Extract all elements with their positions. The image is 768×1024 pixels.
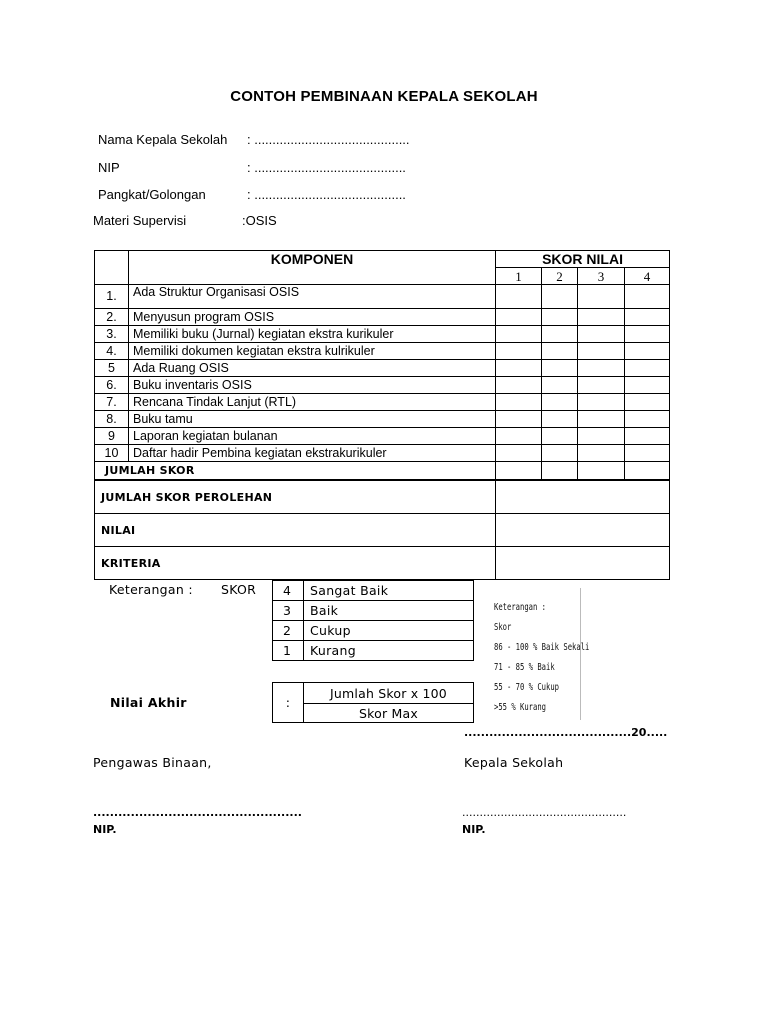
score-cell[interactable] bbox=[542, 411, 578, 428]
jumlah-skor-row bbox=[95, 462, 670, 480]
row-number: 8. bbox=[95, 411, 129, 428]
table-header-row bbox=[95, 251, 670, 268]
score-cell[interactable] bbox=[625, 411, 670, 428]
score-cell[interactable] bbox=[542, 309, 578, 326]
row-number: 5 bbox=[95, 360, 129, 377]
row-text: Ada Ruang OSIS bbox=[129, 360, 496, 377]
nilai-akhir-label: Nilai Akhir bbox=[110, 695, 187, 710]
skor-col-1: 1 bbox=[496, 268, 542, 285]
score-cell[interactable] bbox=[625, 445, 670, 462]
legend-row bbox=[273, 621, 474, 641]
score-cell[interactable] bbox=[625, 309, 670, 326]
score-cell[interactable] bbox=[496, 360, 542, 377]
row-number: 4. bbox=[95, 343, 129, 360]
score-cell[interactable] bbox=[625, 462, 670, 480]
no-header-cell bbox=[95, 251, 129, 285]
score-cell[interactable] bbox=[578, 428, 625, 445]
score-cell[interactable] bbox=[542, 377, 578, 394]
keterangan-label: Keterangan : bbox=[109, 582, 193, 597]
kriteria-value[interactable] bbox=[496, 547, 670, 580]
score-cell[interactable] bbox=[625, 326, 670, 343]
score-cell[interactable] bbox=[542, 360, 578, 377]
note-line: Skor bbox=[494, 622, 512, 633]
row-number: 10 bbox=[95, 445, 129, 462]
score-cell[interactable] bbox=[625, 377, 670, 394]
date-line: ........................................20..... bbox=[464, 726, 668, 739]
row-text: Daftar hadir Pembina kegiatan ekstrakurikuler bbox=[129, 445, 496, 462]
note-line: 86 - 100 % Baik Sekali bbox=[494, 642, 590, 653]
nilai-value[interactable] bbox=[496, 514, 670, 547]
summary-row bbox=[95, 481, 670, 514]
score-cell[interactable] bbox=[496, 285, 542, 309]
legend-row bbox=[273, 581, 474, 601]
legend-name: Sangat Baik bbox=[304, 581, 474, 601]
score-cell[interactable] bbox=[578, 360, 625, 377]
legend-score: 1 bbox=[273, 641, 304, 661]
legend-name: Baik bbox=[304, 601, 474, 621]
score-cell[interactable] bbox=[496, 428, 542, 445]
row-text: Buku inventaris OSIS bbox=[129, 377, 496, 394]
score-cell[interactable] bbox=[578, 394, 625, 411]
score-cell[interactable] bbox=[542, 343, 578, 360]
kepala-nip: NIP. bbox=[462, 823, 486, 836]
nilai-akhir-formula bbox=[272, 682, 474, 723]
table-row bbox=[95, 343, 670, 360]
komponen-table bbox=[94, 250, 670, 480]
score-cell[interactable] bbox=[625, 428, 670, 445]
score-cell[interactable] bbox=[625, 285, 670, 309]
pengawas-signature-line: .................................................. bbox=[93, 806, 302, 819]
score-cell[interactable] bbox=[578, 445, 625, 462]
skor-col-2: 2 bbox=[542, 268, 578, 285]
row-text: Menyusun program OSIS bbox=[129, 309, 496, 326]
row-text: Memiliki buku (Jurnal) kegiatan ekstra kurikuler bbox=[129, 326, 496, 343]
skor-col-3: 3 bbox=[578, 268, 625, 285]
nama-field: : ........................................... bbox=[247, 132, 410, 147]
note-line: Keterangan : bbox=[494, 602, 547, 613]
note-line: 71 - 85 % Baik bbox=[494, 662, 555, 673]
table-row bbox=[95, 360, 670, 377]
kepala-signature-line: ............................................... bbox=[462, 806, 627, 819]
table-row bbox=[95, 377, 670, 394]
note-line: 55 - 70 % Cukup bbox=[494, 682, 560, 693]
nilai-label: NILAI bbox=[95, 514, 496, 547]
legend-score: 3 bbox=[273, 601, 304, 621]
score-cell[interactable] bbox=[578, 377, 625, 394]
row-text: Rencana Tindak Lanjut (RTL) bbox=[129, 394, 496, 411]
score-cell[interactable] bbox=[496, 462, 542, 480]
score-cell[interactable] bbox=[542, 428, 578, 445]
note-line: >55 % Kurang bbox=[494, 702, 547, 713]
score-cell[interactable] bbox=[578, 462, 625, 480]
score-cell[interactable] bbox=[496, 445, 542, 462]
table-row bbox=[95, 411, 670, 428]
nip-field: : .......................................... bbox=[247, 160, 406, 175]
score-cell[interactable] bbox=[496, 411, 542, 428]
score-cell[interactable] bbox=[625, 360, 670, 377]
pangkat-field: : .......................................... bbox=[247, 187, 406, 202]
score-cell[interactable] bbox=[578, 343, 625, 360]
table-row bbox=[95, 394, 670, 411]
komponen-header: KOMPONEN bbox=[129, 251, 496, 285]
score-cell[interactable] bbox=[578, 285, 625, 309]
legend-name: Kurang bbox=[304, 641, 474, 661]
kriteria-label: KRITERIA bbox=[95, 547, 496, 580]
table-row bbox=[95, 285, 670, 309]
row-number: 6. bbox=[95, 377, 129, 394]
table-row bbox=[95, 428, 670, 445]
row-number: 7. bbox=[95, 394, 129, 411]
table-row bbox=[95, 445, 670, 462]
row-number: 1. bbox=[95, 285, 129, 309]
score-cell[interactable] bbox=[542, 462, 578, 480]
score-cell[interactable] bbox=[578, 309, 625, 326]
score-cell[interactable] bbox=[496, 377, 542, 394]
formula-colon: : bbox=[273, 683, 304, 723]
legend-score: 2 bbox=[273, 621, 304, 641]
skor-nilai-header: SKOR NILAI bbox=[496, 251, 670, 268]
legend-row bbox=[273, 641, 474, 661]
legend-row bbox=[273, 601, 474, 621]
score-cell[interactable] bbox=[496, 394, 542, 411]
row-text: Memiliki dokumen kegiatan ekstra kulrikuler bbox=[129, 343, 496, 360]
row-text: Ada Struktur Organisasi OSIS bbox=[129, 285, 496, 309]
jumlah-skor-perolehan-label: JUMLAH SKOR PEROLEHAN bbox=[95, 481, 496, 514]
score-cell[interactable] bbox=[542, 394, 578, 411]
pangkat-label: Pangkat/Golongan bbox=[98, 187, 206, 202]
row-text: Buku tamu bbox=[129, 411, 496, 428]
table-row bbox=[95, 309, 670, 326]
materi-label: Materi Supervisi bbox=[93, 213, 187, 228]
score-cell[interactable] bbox=[542, 326, 578, 343]
score-cell[interactable] bbox=[496, 309, 542, 326]
nama-label: Nama Kepala Sekolah bbox=[98, 132, 228, 147]
pengawas-nip: NIP. bbox=[93, 823, 117, 836]
skor-col-4: 4 bbox=[625, 268, 670, 285]
materi-value bbox=[242, 213, 277, 228]
summary-row bbox=[95, 514, 670, 547]
keterangan-note bbox=[494, 598, 589, 718]
score-cell[interactable] bbox=[625, 394, 670, 411]
score-cell[interactable] bbox=[625, 343, 670, 360]
row-number: 2. bbox=[95, 309, 129, 326]
jumlah-skor-perolehan-value[interactable] bbox=[496, 481, 670, 514]
legend-name: Cukup bbox=[304, 621, 474, 641]
jumlah-skor-label: JUMLAH SKOR bbox=[95, 462, 496, 480]
score-cell[interactable] bbox=[496, 326, 542, 343]
formula-denominator: Skor Max bbox=[304, 704, 474, 723]
score-cell[interactable] bbox=[578, 326, 625, 343]
page-title: CONTOH PEMBINAAN KEPALA SEKOLAH bbox=[230, 88, 538, 105]
score-cell[interactable] bbox=[542, 285, 578, 309]
pengawas-label: Pengawas Binaan, bbox=[93, 755, 212, 770]
summary-table bbox=[94, 480, 670, 580]
legend-score: 4 bbox=[273, 581, 304, 601]
score-cell[interactable] bbox=[496, 343, 542, 360]
skor-label: SKOR bbox=[221, 582, 257, 597]
row-text: Laporan kegiatan bulanan bbox=[129, 428, 496, 445]
table-row bbox=[95, 326, 670, 343]
skor-legend-table bbox=[272, 580, 474, 661]
summary-row bbox=[95, 547, 670, 580]
kepala-sekolah-label: Kepala Sekolah bbox=[464, 755, 564, 770]
materi-value-text: :OSIS bbox=[242, 213, 277, 228]
formula-numerator: Jumlah Skor x 100 bbox=[304, 683, 474, 704]
row-number: 3. bbox=[95, 326, 129, 343]
nip-label: NIP bbox=[98, 160, 120, 175]
score-cell[interactable] bbox=[542, 445, 578, 462]
row-number: 9 bbox=[95, 428, 129, 445]
score-cell[interactable] bbox=[578, 411, 625, 428]
